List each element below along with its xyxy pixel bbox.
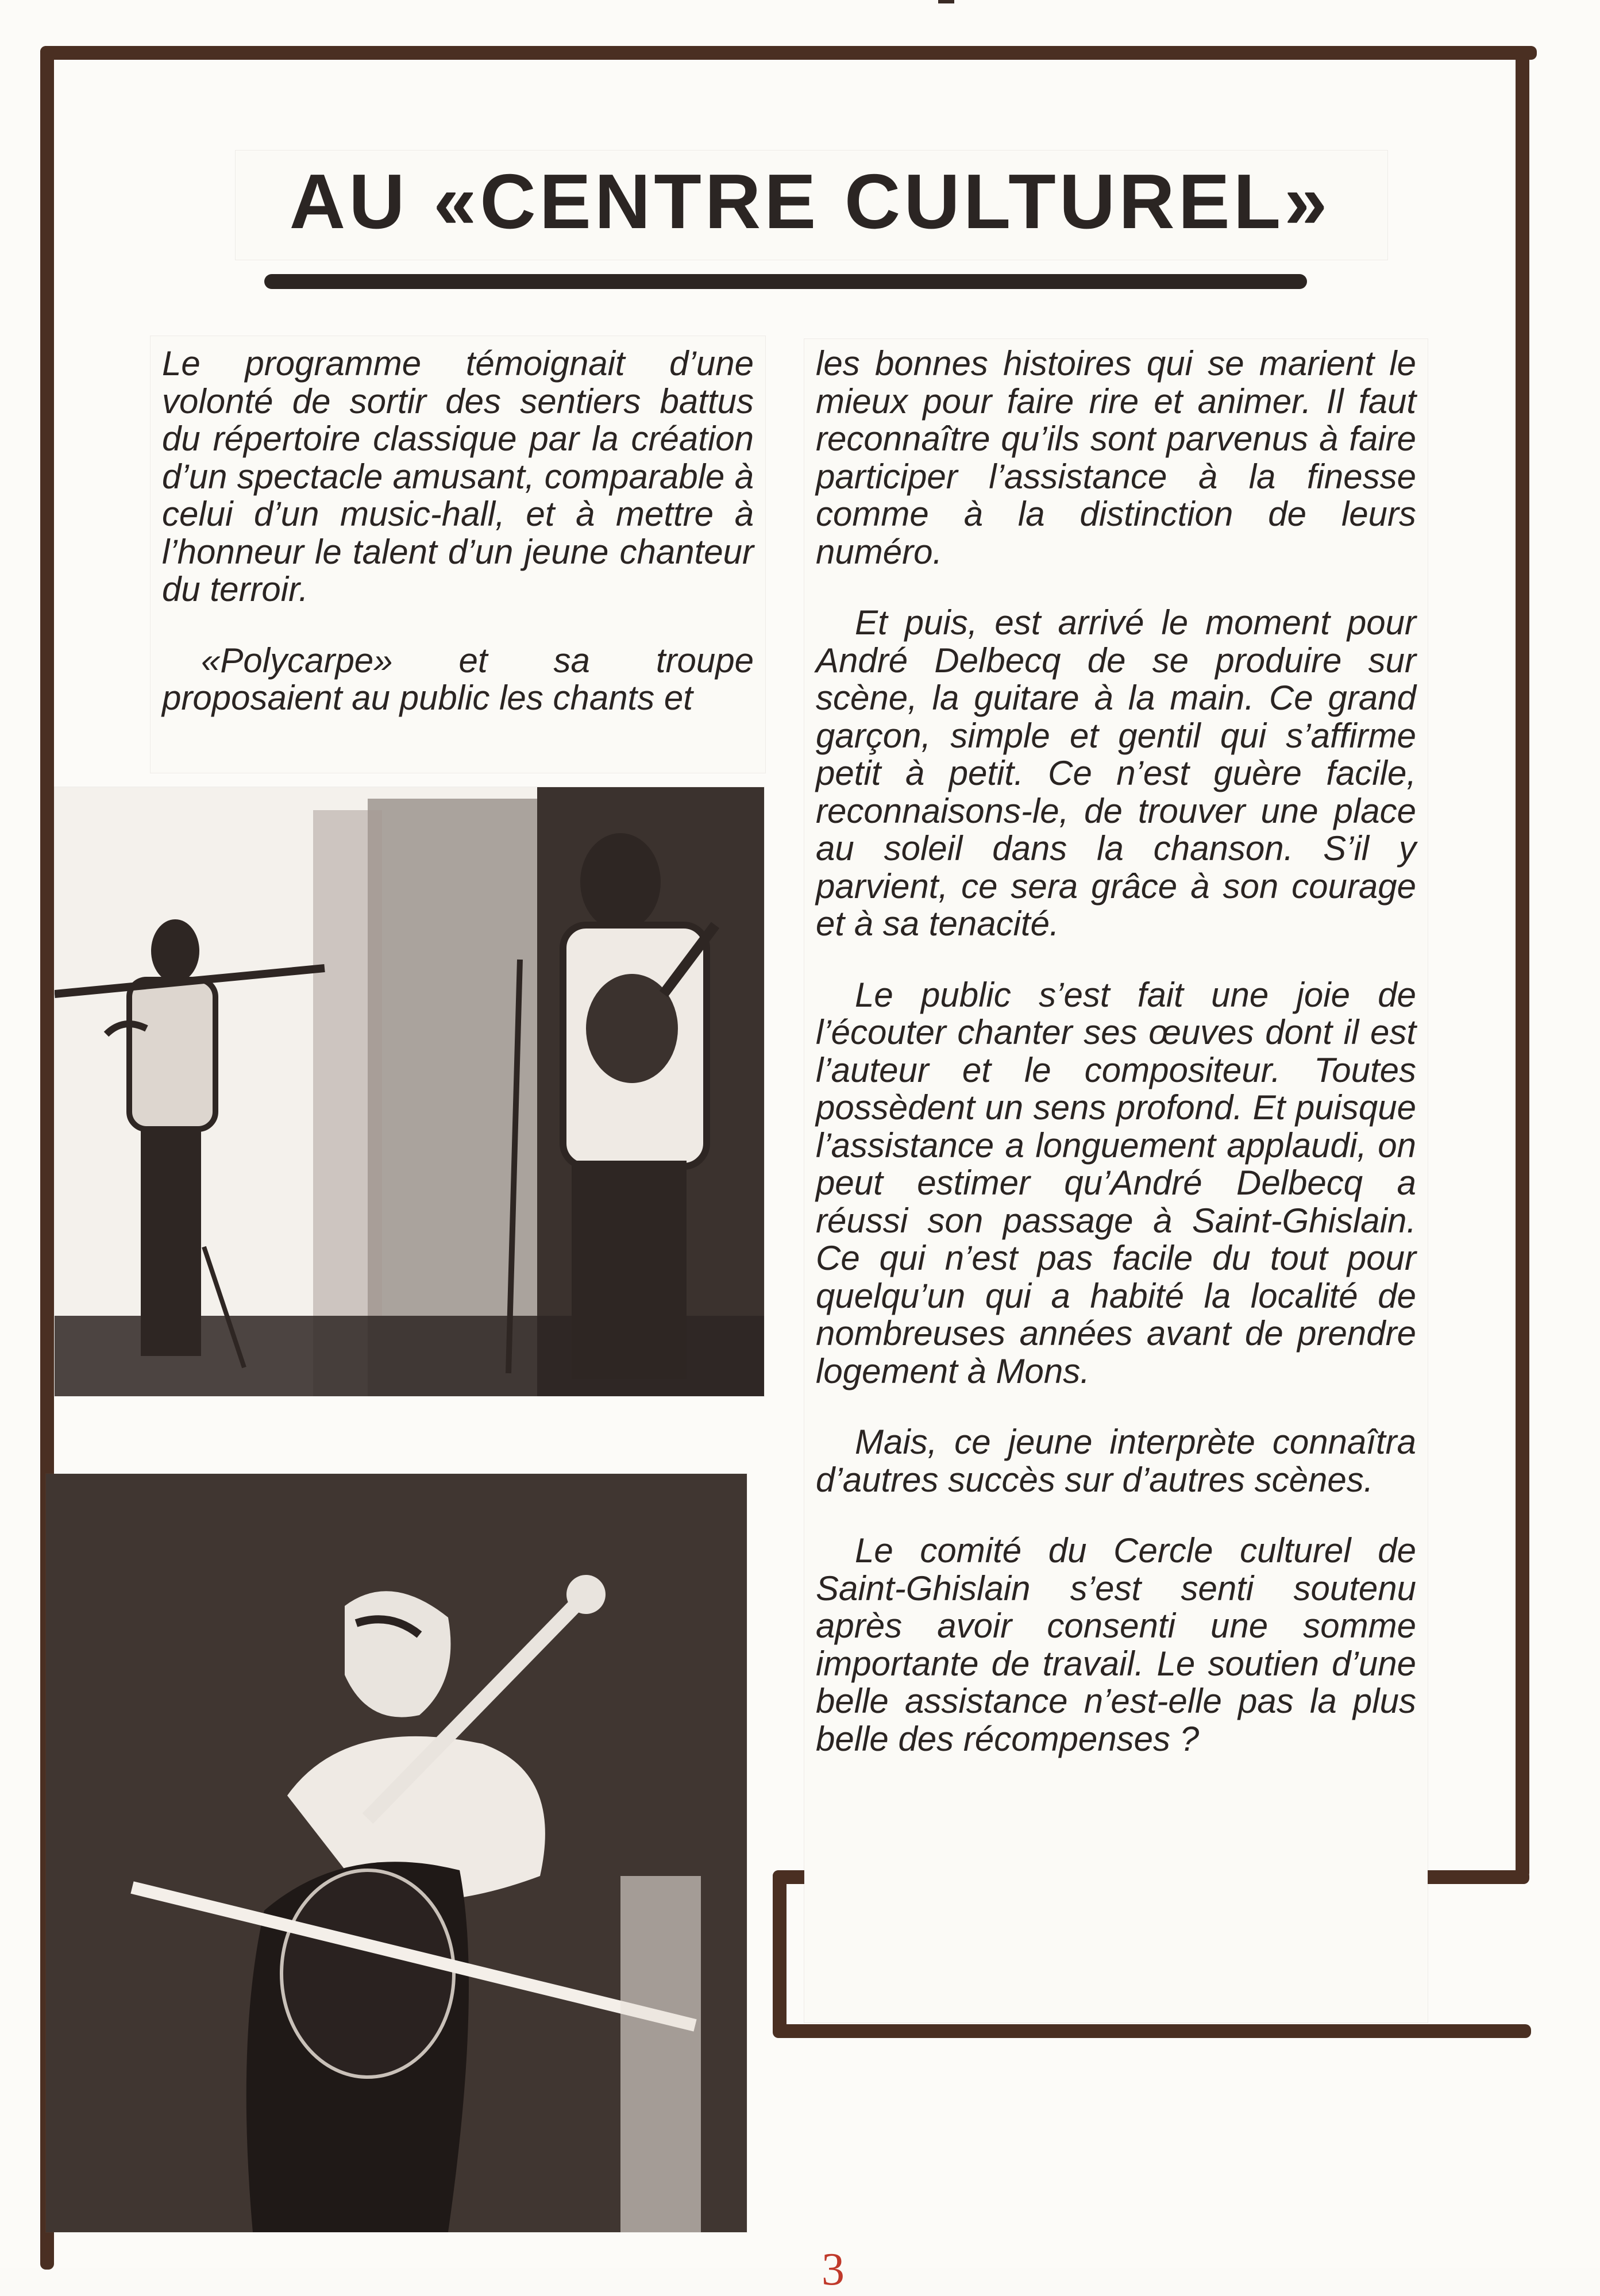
scan-mark [938,0,954,3]
left-paragraph-2: «Polycarpe» et sa troupe proposaient au public les chants et [162,641,754,717]
left-paragraph-1: Le programme témoignait d’une volonté de sortir des sentiers battus du répertoire classique par la création d’un spectacle amusant, comparable à celui d’un music-hall, et à mettre à l’honneur le talent d’un jeune chanteur du terroir. [162,344,754,608]
headline: AU «CENTRE CULTUREL» [289,157,1331,245]
right-paragraph-2: Et puis, est arrivé le moment pour André Delbecq de se produire sur scène, la guitare à la main. Ce grand garçon, simple et gentil qui s’affirme petit à petit. Ce n’est guère facile, reconnaisons-le, de trouver une place au soleil dans la chanson. S’il y parvient, ce sera grâce à son courage et à sa tenacité. [816,603,1416,943]
right-paragraph-3: Le public s’est fait une joie de l’écouter chanter ses œuves dont il est l’auteur et le compositeur. Toutes possèdent un sens profond. Et puisque l’assistance a longuement applaudi, on peut estimer qu’André Delbecq a réussi son passage à Saint-Ghislain. Ce qui n’est pas facile du tout pour quelqu’un qui a habité la localité de nombreuses années avant de prendre logement à Mons. [816,975,1416,1390]
frame-inner-bottom [773,2024,1531,2038]
guitar-headstock [566,1575,606,1614]
photo-flutist-and-guitarist [55,787,764,1396]
photo-singer-with-guitar [46,1474,747,2232]
right-column [816,345,1416,1791]
right-paragraph-5: Le comité du Cercle culturel de Saint-Ghislain s’est senti soutenu après avoir consenti une somme importante de travail. Le soutien d’une belle assistance n’est-elle pas la plus belle des récompenses ? [816,1531,1416,1758]
page-number: 3 [822,2244,845,2295]
frame-right [1516,46,1529,1879]
stage-photo-1 [55,787,764,1396]
right-paragraph-4: Mais, ce jeune interprète connaîtra d’autres succès sur d’autres scènes. [816,1423,1416,1499]
headline-rule [264,274,1307,289]
stage-photo-2 [46,1474,747,2232]
left-column [162,345,754,750]
frame-inner-left [773,1870,786,2037]
frame-top [40,46,1537,60]
right-paragraph-1: les bonnes histoires qui se marient le mieux pour faire rire et animer. Il faut reconnaître qu’ils sont parvenus à faire participer l’assistance à la finesse comme à la distinction de leurs numéro. [816,344,1416,571]
